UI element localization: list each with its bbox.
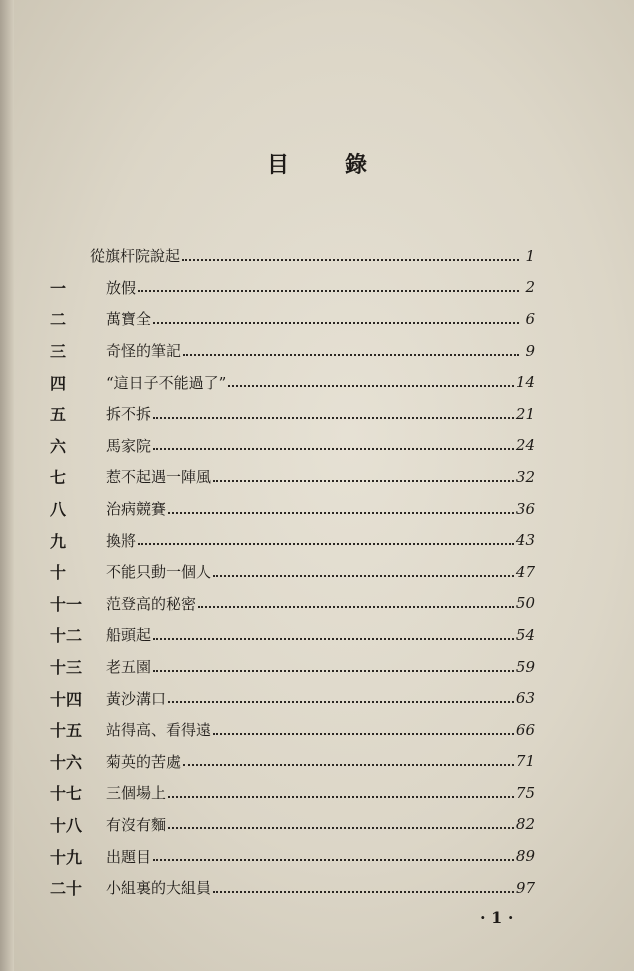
toc-entry [50,746,535,778]
page-number: 36 [515,499,535,518]
dot-leader [213,733,514,735]
chapter-title: 拆不拆 [106,405,152,424]
dot-leader [138,543,514,545]
chapter-title: 治病競賽 [106,500,167,519]
dot-leader [168,827,514,829]
page-number: 47 [515,562,535,581]
chapter-number: 七 [50,468,67,488]
chapter-title: 小組裏的大組員 [106,879,212,898]
toc-entry [50,493,535,525]
page-number: 14 [515,373,535,392]
dot-leader [153,859,514,861]
chapter-title: 黃沙溝口 [106,689,167,708]
toc-entry [50,524,535,556]
toc-entry [50,840,535,872]
toc-entry [50,809,535,841]
dot-leader [198,606,514,608]
page-number: 59 [515,657,535,676]
chapter-number: 十四 [50,689,83,709]
chapter-title: 站得高、看得遠 [106,721,212,740]
chapter-title: 放假 [106,278,137,297]
toc-entry [50,430,535,462]
chapter-title: 馬家院 [106,436,152,455]
chapter-number: 十五 [50,721,83,741]
toc-entry [50,556,535,588]
toc-entry [50,366,535,398]
chapter-number: 十二 [50,626,83,646]
chapter-number: 十 [50,563,67,583]
chapter-title: 奇怪的筆記 [106,342,182,361]
page-number: 43 [515,531,535,550]
page-number: 1 [525,246,535,265]
dot-leader [213,480,514,482]
chapter-number: 十一 [50,594,83,614]
page-number: 32 [515,467,535,486]
dot-leader [183,354,519,356]
toc-entry [50,714,535,746]
chapter-number: 十三 [50,658,83,678]
toc-entry [50,777,535,809]
dot-leader [153,670,514,672]
chapter-title: 萬寶全 [106,310,152,329]
page-number: 21 [515,404,535,423]
chapter-title: 不能只動一個人 [106,563,212,582]
toc-entry [50,461,535,493]
chapter-title: 出題目 [106,847,152,866]
page-number: 89 [515,847,535,866]
chapter-title: 有沒有麵 [106,815,167,834]
page-number: 6 [525,309,535,328]
toc-entry [50,619,535,651]
page-number: 63 [515,689,535,708]
page-title: 目錄 [266,153,423,178]
page-number: 66 [515,720,535,739]
toc-entry [50,651,535,683]
chapter-title: 從旗杆院說起 [90,247,181,266]
toc-entry [50,303,535,335]
toc-entry [50,398,535,430]
chapter-title: 范登高的秘密 [106,594,197,613]
chapter-number: 一 [50,278,67,298]
chapter-title: 換將 [106,531,137,550]
page-number: 9 [525,341,535,360]
dot-leader [153,322,519,324]
dot-leader [228,385,514,387]
dot-leader [213,891,514,893]
dot-leader [168,796,514,798]
chapter-number: 十九 [50,847,83,867]
chapter-number: 三 [50,342,67,362]
chapter-number: 十七 [50,784,83,804]
dot-leader [168,512,514,514]
toc-entry [50,240,535,272]
chapter-number: 四 [50,373,67,393]
dot-leader [213,575,514,577]
dot-leader [168,701,514,703]
chapter-title: 老五園 [106,658,152,677]
chapter-number: 十八 [50,815,83,835]
toc-entry [50,272,535,304]
chapter-number: 八 [50,500,67,520]
toc-entry [50,335,535,367]
chapter-title: 菊英的苦處 [106,752,182,771]
toc-entry [50,588,535,620]
table-of-contents [50,240,535,903]
dot-leader [153,448,514,450]
chapter-number: 六 [50,436,67,456]
dot-leader [138,290,519,292]
chapter-title: 惹不起遇一陣風 [106,468,212,487]
dot-leader [153,417,514,419]
chapter-number: 九 [50,531,67,551]
chapter-title: 三個場上 [106,784,167,803]
dot-leader [183,764,514,766]
page-number: 2 [525,278,535,297]
dot-leader [182,259,519,261]
page-number: 97 [515,878,535,897]
page-number-footer: · 1 · [480,908,514,927]
page-number: 54 [515,625,535,644]
toc-entry [50,682,535,714]
page-number: 50 [515,594,535,613]
chapter-title: “這日子不能過了” [106,373,227,392]
dot-leader [153,638,514,640]
page-number: 24 [515,436,535,455]
toc-entry [50,872,535,904]
chapter-number: 五 [50,405,67,425]
chapter-title: 船頭起 [106,626,152,645]
chapter-number: 十六 [50,752,83,772]
page-number: 71 [515,752,535,771]
page-number: 82 [515,815,535,834]
page-edge-shadow [0,0,14,971]
chapter-number: 二 [50,310,67,330]
chapter-number: 二十 [50,879,83,899]
page-number: 75 [515,783,535,802]
